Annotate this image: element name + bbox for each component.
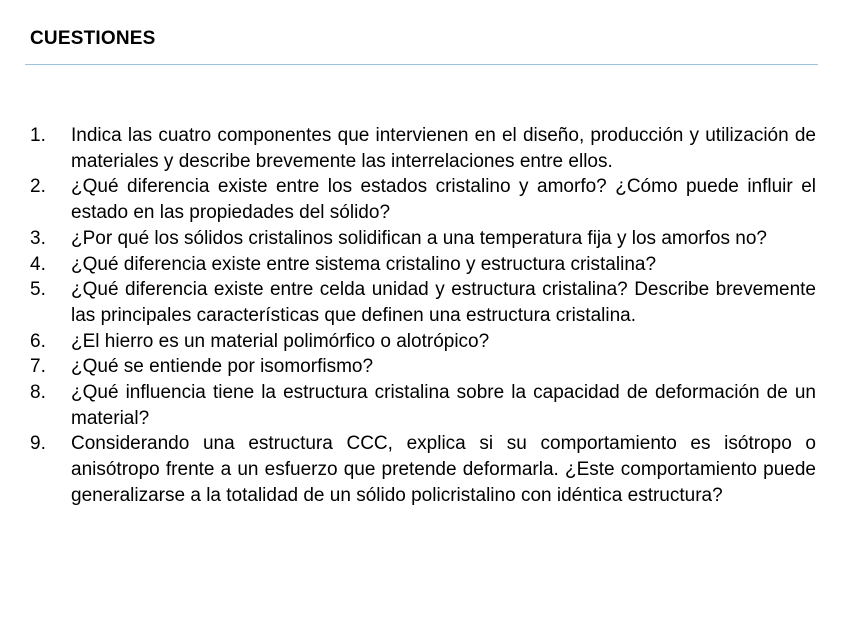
question-number: 2.	[30, 176, 46, 198]
question-text: ¿Por qué los sólidos cristalinos solidifican a una temperatura fija y los amorfos no?	[71, 227, 767, 249]
section-heading: CUESTIONES	[30, 28, 156, 49]
question-number: 6.	[30, 330, 46, 352]
question-text: ¿El hierro es un material polimórfico o alotrópico?	[71, 330, 490, 352]
question-number: 1.	[30, 125, 46, 146]
question-item-8	[30, 380, 816, 431]
question-number: 9.	[30, 433, 46, 455]
heading-divider	[25, 64, 818, 65]
question-item-2	[30, 174, 816, 225]
question-text: ¿Qué influencia tiene la estructura cristalina sobre la capacidad de deformación de un material?	[71, 382, 816, 429]
question-text: ¿Qué diferencia existe entre los estados cristalino y amorfo? ¿Cómo puede influir el estado en las propiedades del sólido?	[71, 176, 816, 224]
question-text: Considerando una estructura CCC, explica si su comportamiento es isótropo o anisótropo frente a un esfuerzo que pretende deformarla. ¿Este comportamiento puede generalizarse a la totalidad de un sólido policristalino con idéntica estructura?	[71, 433, 816, 506]
question-number: 4.	[30, 253, 46, 275]
question-number: 8.	[30, 382, 46, 404]
question-item-3	[30, 226, 816, 252]
question-text: ¿Qué diferencia existe entre celda unidad y estructura cristalina? Describe brevemente las principales características que definen una estructura cristalina.	[71, 279, 816, 326]
question-item-4	[30, 252, 816, 278]
question-item-7	[30, 354, 816, 380]
question-item-6	[30, 329, 816, 355]
question-item-1	[30, 123, 816, 174]
question-number: 3.	[30, 227, 46, 249]
question-number: 7.	[30, 356, 46, 378]
question-item-5	[30, 277, 816, 328]
question-text: ¿Qué diferencia existe entre sistema cristalino y estructura cristalina?	[71, 253, 657, 275]
question-text: ¿Qué se entiende por isomorfismo?	[71, 356, 374, 378]
question-item-9	[30, 431, 816, 508]
question-text: Indica las cuatro componentes que intervienen en el diseño, producción y utilización de materiales y describe brevemente las interrelaciones entre ellos.	[71, 125, 816, 172]
questions-list	[30, 123, 816, 509]
question-number: 5.	[30, 279, 46, 301]
